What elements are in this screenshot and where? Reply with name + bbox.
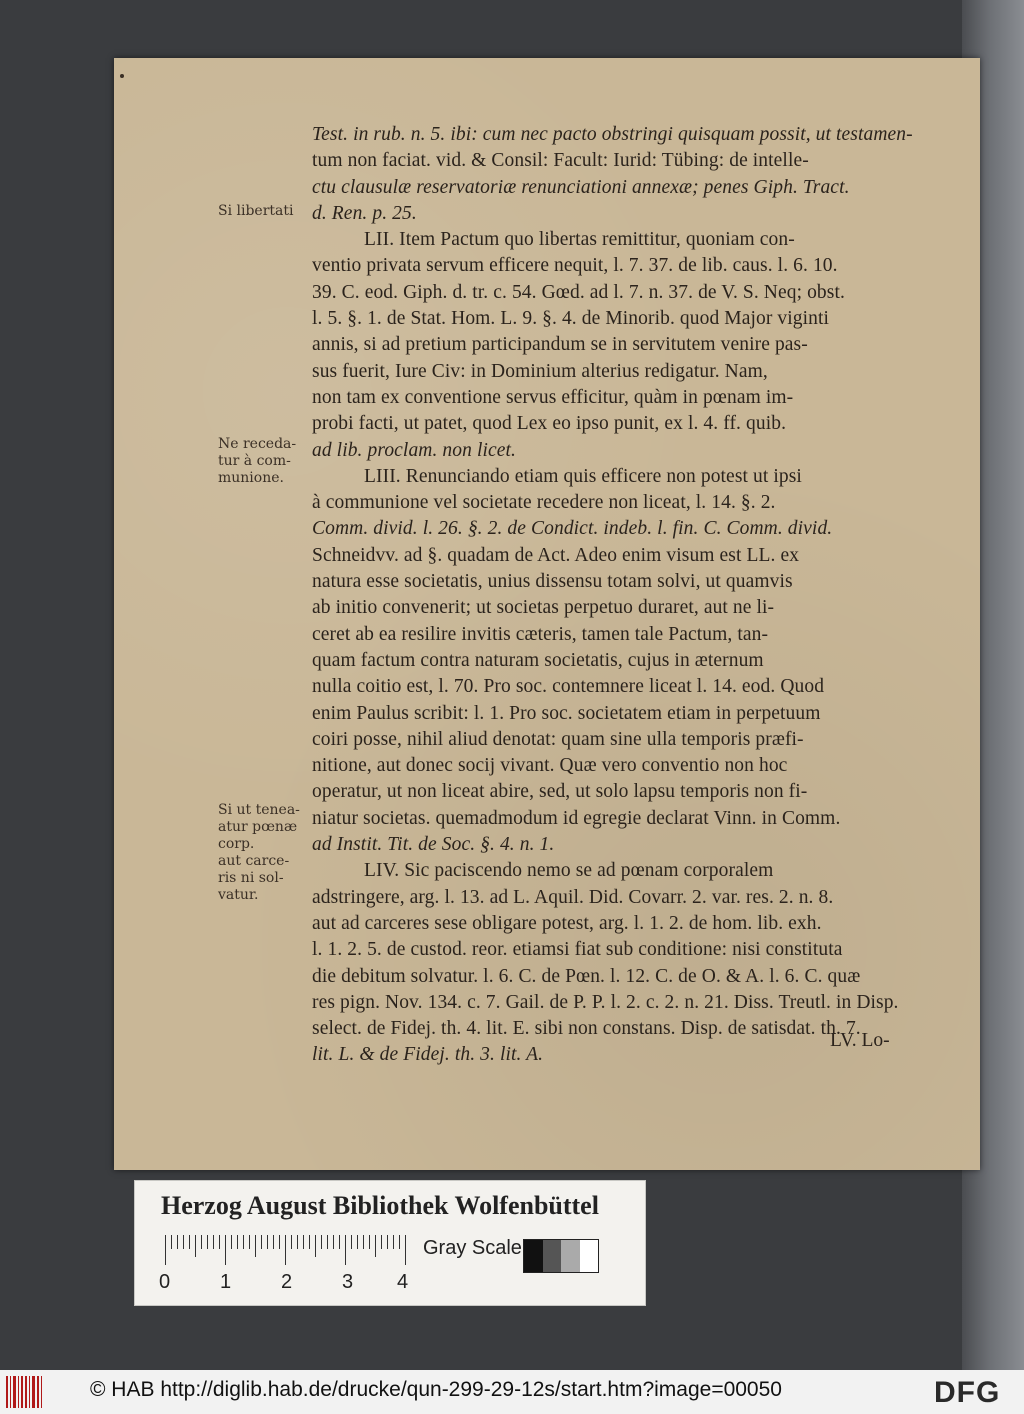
text-line-content: lit. L. & de Fidej. th. 3. lit. A. — [312, 1044, 544, 1066]
ruler-tick — [345, 1235, 346, 1265]
ruler-tick — [243, 1235, 244, 1249]
ruler-tick — [381, 1235, 382, 1249]
ruler-tick — [273, 1235, 274, 1249]
text-line-content: ventio privata servum efficere nequit, l. 7. 37. de lib. caus. l. 6. 10. — [312, 255, 838, 277]
barcode-stripe — [29, 1376, 30, 1408]
ruler-tick — [231, 1235, 232, 1249]
text-line — [312, 569, 966, 595]
text-line — [312, 727, 966, 753]
text-line-content: Test. in rub. n. 5. ibi: cum nec pacto obstringi quisquam possit, ut testamen- — [312, 124, 913, 145]
text-line-content: operatur, ut non liceat abire, sed, ut solo lapsu temporis non fi- — [312, 781, 808, 803]
barcode-stripe — [25, 1376, 27, 1408]
ruler-tick — [333, 1235, 334, 1249]
text-line-content: non tam ex conventione servus efficitur, quàm in pœnam im- — [312, 386, 794, 408]
text-line — [312, 674, 966, 700]
book-page — [114, 58, 980, 1170]
ruler-tick — [363, 1235, 364, 1249]
gray-swatch-white — [580, 1240, 599, 1272]
barcode-stripe — [37, 1376, 39, 1408]
ruler-tick — [213, 1235, 214, 1249]
ruler-tick — [321, 1235, 322, 1249]
catchword: LV. Lo- — [830, 1030, 890, 1051]
text-line — [312, 885, 966, 911]
text-line — [312, 490, 966, 516]
text-line-content: ad Instit. Tit. de Soc. §. 4. n. 1. — [312, 834, 555, 856]
text-line — [312, 911, 966, 937]
ruler-tick — [249, 1235, 250, 1249]
margin-note-3: Si ut tenea- atur pœnæ corp. aut carce- ris ni sol- vatur. — [218, 802, 300, 903]
ruler-tick — [297, 1235, 298, 1249]
ruler-tick — [315, 1235, 316, 1257]
text-line — [312, 175, 966, 201]
text-line-content: à communione vel societate recedere non liceat, l. 14. §. 2. — [312, 492, 776, 514]
text-line-content: LII. Item Pactum quo libertas remittitur, quoniam con- — [364, 229, 795, 251]
ruler-number-0: 0 — [159, 1271, 171, 1293]
text-line-content: nitione, aut donec socij vivant. Quæ vero conventio non hoc — [312, 755, 788, 777]
ruler-tick — [309, 1235, 310, 1249]
ruler-tick — [285, 1235, 286, 1265]
margin-note-1: Si libertati — [218, 203, 294, 219]
text-line-content: quam factum contra naturam societatis, cujus in æternum — [312, 649, 764, 671]
text-line — [312, 464, 966, 490]
text-line — [312, 622, 966, 648]
ruler-tick — [303, 1235, 304, 1249]
ruler-tick — [207, 1235, 208, 1249]
text-line-content: enim Paulus scribit: l. 1. Pro soc. societatem etiam in perpetuum — [312, 702, 821, 724]
ruler-scale — [165, 1235, 405, 1265]
barcode-icon — [6, 1376, 46, 1408]
ruler-tick — [225, 1235, 226, 1265]
ruler-tick — [375, 1235, 376, 1257]
ruler-tick — [261, 1235, 262, 1249]
text-line — [312, 543, 966, 569]
gray-scale-swatches — [523, 1239, 599, 1273]
ruler-tick — [183, 1235, 184, 1249]
text-line — [312, 253, 966, 279]
gray-scale-label: Gray Scale — [423, 1237, 522, 1259]
gray-swatch-black — [524, 1240, 543, 1272]
gray-swatch-light — [561, 1240, 580, 1272]
ruler-tick — [201, 1235, 202, 1249]
text-line-content: ceret ab ea resilire invitis cæteris, tamen tale Pactum, tan- — [312, 623, 769, 645]
barcode-stripe — [32, 1376, 35, 1408]
text-line-content: die debitum solvatur. l. 6. C. de Pœn. l. 12. C. de O. & A. l. 6. C. quæ — [312, 965, 861, 987]
margin-note-2: Ne receda- tur à com- munione. — [218, 436, 297, 486]
ruler-tick — [369, 1235, 370, 1249]
text-line — [312, 306, 966, 332]
text-line-content: probi facti, ut patet, quod Lex eo ipso punit, ex l. 4. ff. quib. — [312, 413, 787, 435]
ruler-number-3: 3 — [342, 1271, 354, 1293]
text-line-content: tum non faciat. vid. & Consil: Facult: Iurid: Tübing: de intelle- — [312, 150, 809, 172]
barcode-stripe — [13, 1376, 16, 1408]
ruler-tick — [357, 1235, 358, 1249]
text-line — [312, 648, 966, 674]
ruler-tick — [237, 1235, 238, 1249]
text-line — [312, 280, 966, 306]
text-line-content: ab initio convenerit; ut societas perpetuo duraret, aut ne li- — [312, 597, 775, 619]
text-line — [312, 201, 966, 227]
text-line-content: ad lib. proclam. non licet. — [312, 439, 516, 461]
ruler-tick — [267, 1235, 268, 1249]
text-line — [312, 385, 966, 411]
page-body-text — [312, 122, 966, 1069]
text-line — [312, 990, 966, 1016]
ruler-tick — [327, 1235, 328, 1249]
ruler-tick — [165, 1235, 166, 1265]
ruler-tick — [387, 1235, 388, 1249]
text-line — [312, 753, 966, 779]
text-line-content: l. 1. 2. 5. de custod. reor. etiamsi fiat sub conditione: nisi constituta — [312, 939, 843, 961]
barcode-stripe — [21, 1376, 23, 1408]
text-line-content: LIII. Renunciando etiam quis efficere non potest ut ipsi — [364, 465, 802, 487]
text-line — [312, 438, 966, 464]
text-line-content: res pign. Nov. 134. c. 7. Gail. de P. P. l. 2. c. 2. n. 21. Diss. Treutl. in Disp. — [312, 991, 899, 1013]
text-line-content: ctu clausulæ reservatoriæ renunciationi annexæ; penes Giph. Tract. — [312, 176, 850, 198]
footer-bar — [0, 1370, 1024, 1414]
ruler-tick — [189, 1235, 190, 1249]
ruler-number-2: 2 — [281, 1271, 293, 1293]
ruler-tick — [279, 1235, 280, 1249]
ruler-tick — [195, 1235, 196, 1257]
barcode-stripe — [6, 1376, 8, 1408]
text-line — [312, 858, 966, 884]
text-line — [312, 148, 966, 174]
text-line-content: sus fuerit, Iure Civ: in Dominium alterius redigatur. Nam, — [312, 360, 768, 382]
text-line — [312, 359, 966, 385]
dfg-logo: DFG — [934, 1376, 1001, 1409]
ruler-tick — [393, 1235, 394, 1249]
text-line — [312, 806, 966, 832]
text-line-content: coiri posse, nihil aliud denotat: quam sine ulla temporis præfi- — [312, 728, 804, 750]
text-line — [312, 779, 966, 805]
text-line-content: select. de Fidej. th. 4. lit. E. sibi non constans. Disp. de satisdat. th. 7. — [312, 1018, 861, 1040]
text-line-content: LIV. Sic paciscendo nemo se ad pœnam corporalem — [364, 860, 774, 882]
text-line — [312, 937, 966, 963]
ruler-tick — [291, 1235, 292, 1249]
text-line — [312, 701, 966, 727]
barcode-stripe — [41, 1376, 42, 1408]
text-line-content: annis, si ad pretium participandum se in servitutem venire pas- — [312, 334, 808, 356]
ruler-tick — [405, 1235, 406, 1265]
text-line-content: niatur societas. quemadmodum id egregie declarat Vinn. in Comm. — [312, 807, 841, 829]
text-line-content: natura esse societatis, unius dissensu totam solvi, ut quamvis — [312, 571, 793, 593]
text-line — [312, 332, 966, 358]
barcode-stripe — [10, 1376, 11, 1408]
copyright-link[interactable]: © HAB http://diglib.hab.de/drucke/qun-299-29-12s/start.htm?image=00050 — [90, 1378, 782, 1401]
gray-swatch-dark — [543, 1240, 562, 1272]
text-line-content: aut ad carceres sese obligare potest, arg. l. 1. 2. de hom. lib. exh. — [312, 912, 822, 934]
text-line-content: Comm. divid. l. 26. §. 2. de Condict. indeb. l. fin. C. Comm. divid. — [312, 518, 833, 540]
library-label-card — [134, 1180, 646, 1306]
text-line — [312, 516, 966, 542]
page-mark — [120, 74, 124, 78]
text-line — [312, 964, 966, 990]
text-line — [312, 411, 966, 437]
ruler-tick — [171, 1235, 172, 1249]
text-line-content: l. 5. §. 1. de Stat. Hom. L. 9. §. 4. de Minorib. quod Major viginti — [312, 308, 830, 330]
ruler-tick — [351, 1235, 352, 1249]
text-line-content: adstringere, arg. l. 13. ad L. Aquil. Did. Covarr. 2. var. res. 2. n. 8. — [312, 886, 834, 908]
barcode-stripe — [18, 1376, 19, 1408]
ruler-tick — [255, 1235, 256, 1257]
ruler-number-1: 1 — [220, 1271, 232, 1293]
text-line — [312, 595, 966, 621]
ruler-tick — [399, 1235, 400, 1249]
text-line — [312, 227, 966, 253]
text-line-content: Schneidvv. ad §. quadam de Act. Adeo enim visum est LL. ex — [312, 544, 800, 566]
text-line — [312, 122, 966, 148]
text-line-content: d. Ren. p. 25. — [312, 202, 417, 224]
ruler-tick — [339, 1235, 340, 1249]
text-line — [312, 832, 966, 858]
text-line-content: 39. C. eod. Giph. d. tr. c. 54. Gœd. ad l. 7. n. 37. de V. S. Neq; obst. — [312, 281, 845, 303]
ruler-tick — [177, 1235, 178, 1249]
text-line-content: nulla coitio est, l. 70. Pro soc. contemnere liceat l. 14. eod. Quod — [312, 676, 825, 698]
ruler-number-4: 4 — [397, 1271, 409, 1293]
ruler-tick — [219, 1235, 220, 1249]
library-name: Herzog August Bibliothek Wolfenbüttel — [161, 1191, 599, 1220]
